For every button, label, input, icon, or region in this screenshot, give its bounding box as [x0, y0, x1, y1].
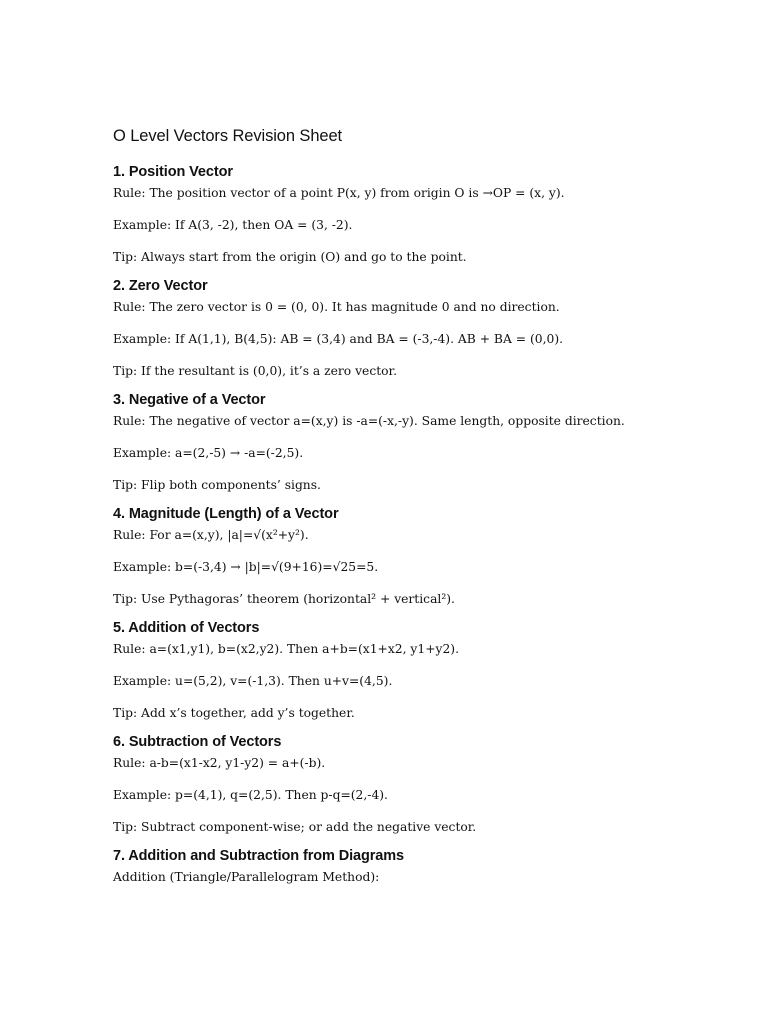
section-heading: 1. Position Vector: [113, 164, 233, 180]
example-text: Example: If A(1,1), B(4,5): AB = (3,4) and BA = (-3,-4). AB + BA = (0,0).: [113, 332, 564, 346]
tip-text: Tip: Subtract component-wise; or add the negative vector.: [113, 820, 477, 834]
section-position-vector: [113, 162, 733, 266]
tip-text: Tip: Use Pythagoras’ theorem (horizontal² + vertical²).: [113, 592, 455, 606]
tip-text: Tip: Add x’s together, add y’s together.: [113, 706, 355, 720]
section-heading: 4. Magnitude (Length) of a Vector: [113, 506, 339, 522]
example-text: Example: p=(4,1), q=(2,5). Then p-q=(2,-4).: [113, 788, 388, 802]
section-heading: 3. Negative of a Vector: [113, 392, 266, 408]
section-addition: [113, 618, 733, 722]
rule-text: Rule: The negative of vector a=(x,y) is -a=(-x,-y). Same length, opposite direction.: [113, 414, 625, 428]
example-text: Example: u=(5,2), v=(-1,3). Then u+v=(4,5).: [113, 674, 393, 688]
section-heading: 5. Addition of Vectors: [113, 620, 260, 636]
rule-text: Rule: For a=(x,y), |a|=√(x²+y²).: [113, 528, 309, 542]
section-magnitude: [113, 504, 733, 608]
document-title: O Level Vectors Revision Sheet: [113, 127, 343, 145]
section-zero-vector: [113, 276, 733, 380]
example-text: Example: a=(2,-5) → -a=(-2,5).: [113, 446, 304, 460]
document-page: [113, 124, 733, 896]
body-text: Addition (Triangle/Parallelogram Method):: [113, 870, 380, 884]
section-subtraction: [113, 732, 733, 836]
rule-text: Rule: The position vector of a point P(x, y) from origin O is →OP = (x, y).: [113, 186, 565, 200]
tip-text: Tip: Flip both components’ signs.: [113, 478, 321, 492]
tip-text: Tip: If the resultant is (0,0), it’s a zero vector.: [113, 364, 397, 378]
rule-text: Rule: The zero vector is 0 = (0, 0). It has magnitude 0 and no direction.: [113, 300, 560, 314]
example-text: Example: If A(3, -2), then OA = (3, -2).: [113, 218, 353, 232]
rule-text: Rule: a=(x1,y1), b=(x2,y2). Then a+b=(x1+x2, y1+y2).: [113, 642, 459, 656]
section-negative-vector: [113, 390, 733, 494]
tip-text: Tip: Always start from the origin (O) and go to the point.: [113, 250, 467, 264]
section-heading: 6. Subtraction of Vectors: [113, 734, 282, 750]
example-text: Example: b=(-3,4) → |b|=√(9+16)=√25=5.: [113, 560, 379, 574]
section-heading: 2. Zero Vector: [113, 278, 208, 294]
rule-text: Rule: a-b=(x1-x2, y1-y2) = a+(-b).: [113, 756, 326, 770]
section-diagrams: [113, 846, 733, 886]
section-heading: 7. Addition and Subtraction from Diagrams: [113, 848, 405, 864]
